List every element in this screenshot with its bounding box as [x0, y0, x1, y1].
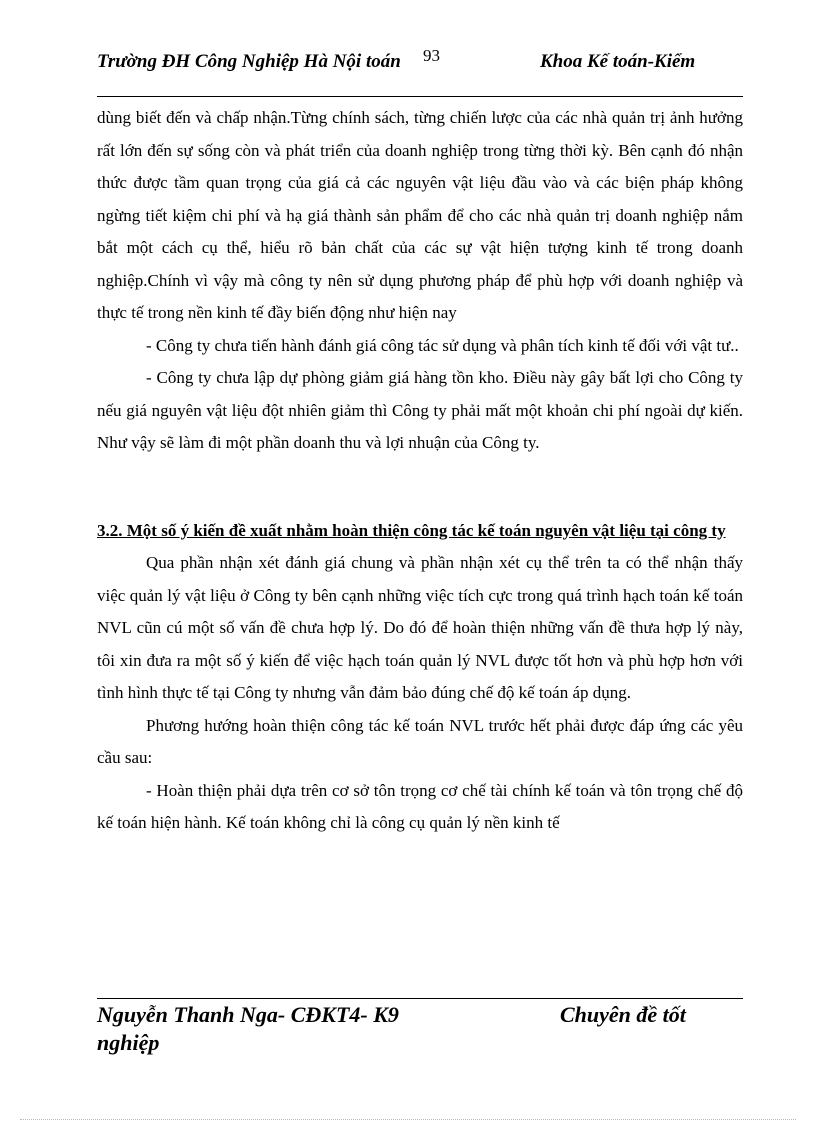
page-number: 93 — [423, 46, 440, 65]
section-spacer — [97, 460, 743, 515]
document-body — [97, 102, 743, 840]
paragraph-1: dùng biết đến và chấp nhận.Từng chính sách, từng chiến lược của các nhà quản trị ảnh hưởng rất lớn đến sự sống còn và phát triển của doanh nghiệp trong từng thời kỳ. Bên cạnh đó nhận thức được tầm quan trọng của giá cả các nguyên vật liệu đầu vào và các biện pháp không ngừng tiết kiệm chi phí và hạ giá thành sản phẩm để cho các nhà quản trị doanh nghiệp nắm bắt một cách cụ thể, hiểu rõ bản chất của các sự vật hiện tượng kinh tế trong doanh nghiệp.Chính vì vậy mà công ty nên sử dụng phương pháp để phù hợp với doanh nghiệp và thực tế trong nền kinh tế đầy biến động như hiện nay — [97, 108, 743, 322]
footer-author: Nguyễn Thanh Nga- CĐKT4- K9 nghiệp — [97, 1002, 399, 1055]
footer-divider — [97, 998, 743, 999]
section-heading — [97, 515, 743, 548]
page-bottom-edge — [20, 1119, 796, 1120]
paragraph-6: - Hoàn thiện phải dựa trên cơ sở tôn trọng cơ chế tài chính kế toán và tôn trọng chế độ kế toán hiện hành. Kế toán không chỉ là công cụ quản lý nền kinh tế — [97, 780, 743, 832]
header-school-name: Trường ĐH Công Nghiệp Hà Nội toán — [97, 51, 401, 72]
paragraph-4: Qua phần nhận xét đánh giá chung và phần nhận xét cụ thể trên ta có thể nhận thấy việc quản lý vật liệu ở Công ty bên cạnh những việc tích cực trong quá trình hạch toán kế toán NVL cũn cú một số vấn đề chưa hợp lý. Do đó để hoàn thiện những vấn đề thưa hợp lý này, tôi xin đưa ra một số ý kiến để việc hạch toán quản lý NVL được tốt hơn và phù hợp hơn với tình hình thực tế tại Công ty nhưng vẫn đảm bảo đúng chế độ kế toán áp dụng. — [97, 553, 743, 702]
paragraph-5: Phương hướng hoàn thiện công tác kế toán NVL trước hết phải được đáp ứng các yêu cầu sau: — [97, 715, 743, 767]
header-department: Khoa Kế toán-Kiểm — [540, 51, 696, 72]
section-heading-text: 3.2. Một số ý kiến đề xuất nhằm hoàn thiện công tác kế toán nguyên vật liệu tại công ty — [97, 520, 726, 540]
header-divider — [97, 96, 743, 97]
paragraph-3: - Công ty chưa lập dự phòng giảm giá hàng tồn kho. Điều này gây bất lợi cho Công ty nếu giá nguyên vật liệu đột nhiên giảm thì Công ty phải mất một khoản chi phí ngoài dự kiến. Như vậy sẽ làm đi một phần doanh thu và lợi nhuận của Công ty. — [97, 368, 743, 452]
paragraph-2: - Công ty chưa tiến hành đánh giá công tác sử dụng và phân tích kinh tế đối với vật tư.. — [146, 335, 739, 355]
footer-doc-type: Chuyên đề tốt — [560, 1002, 686, 1027]
